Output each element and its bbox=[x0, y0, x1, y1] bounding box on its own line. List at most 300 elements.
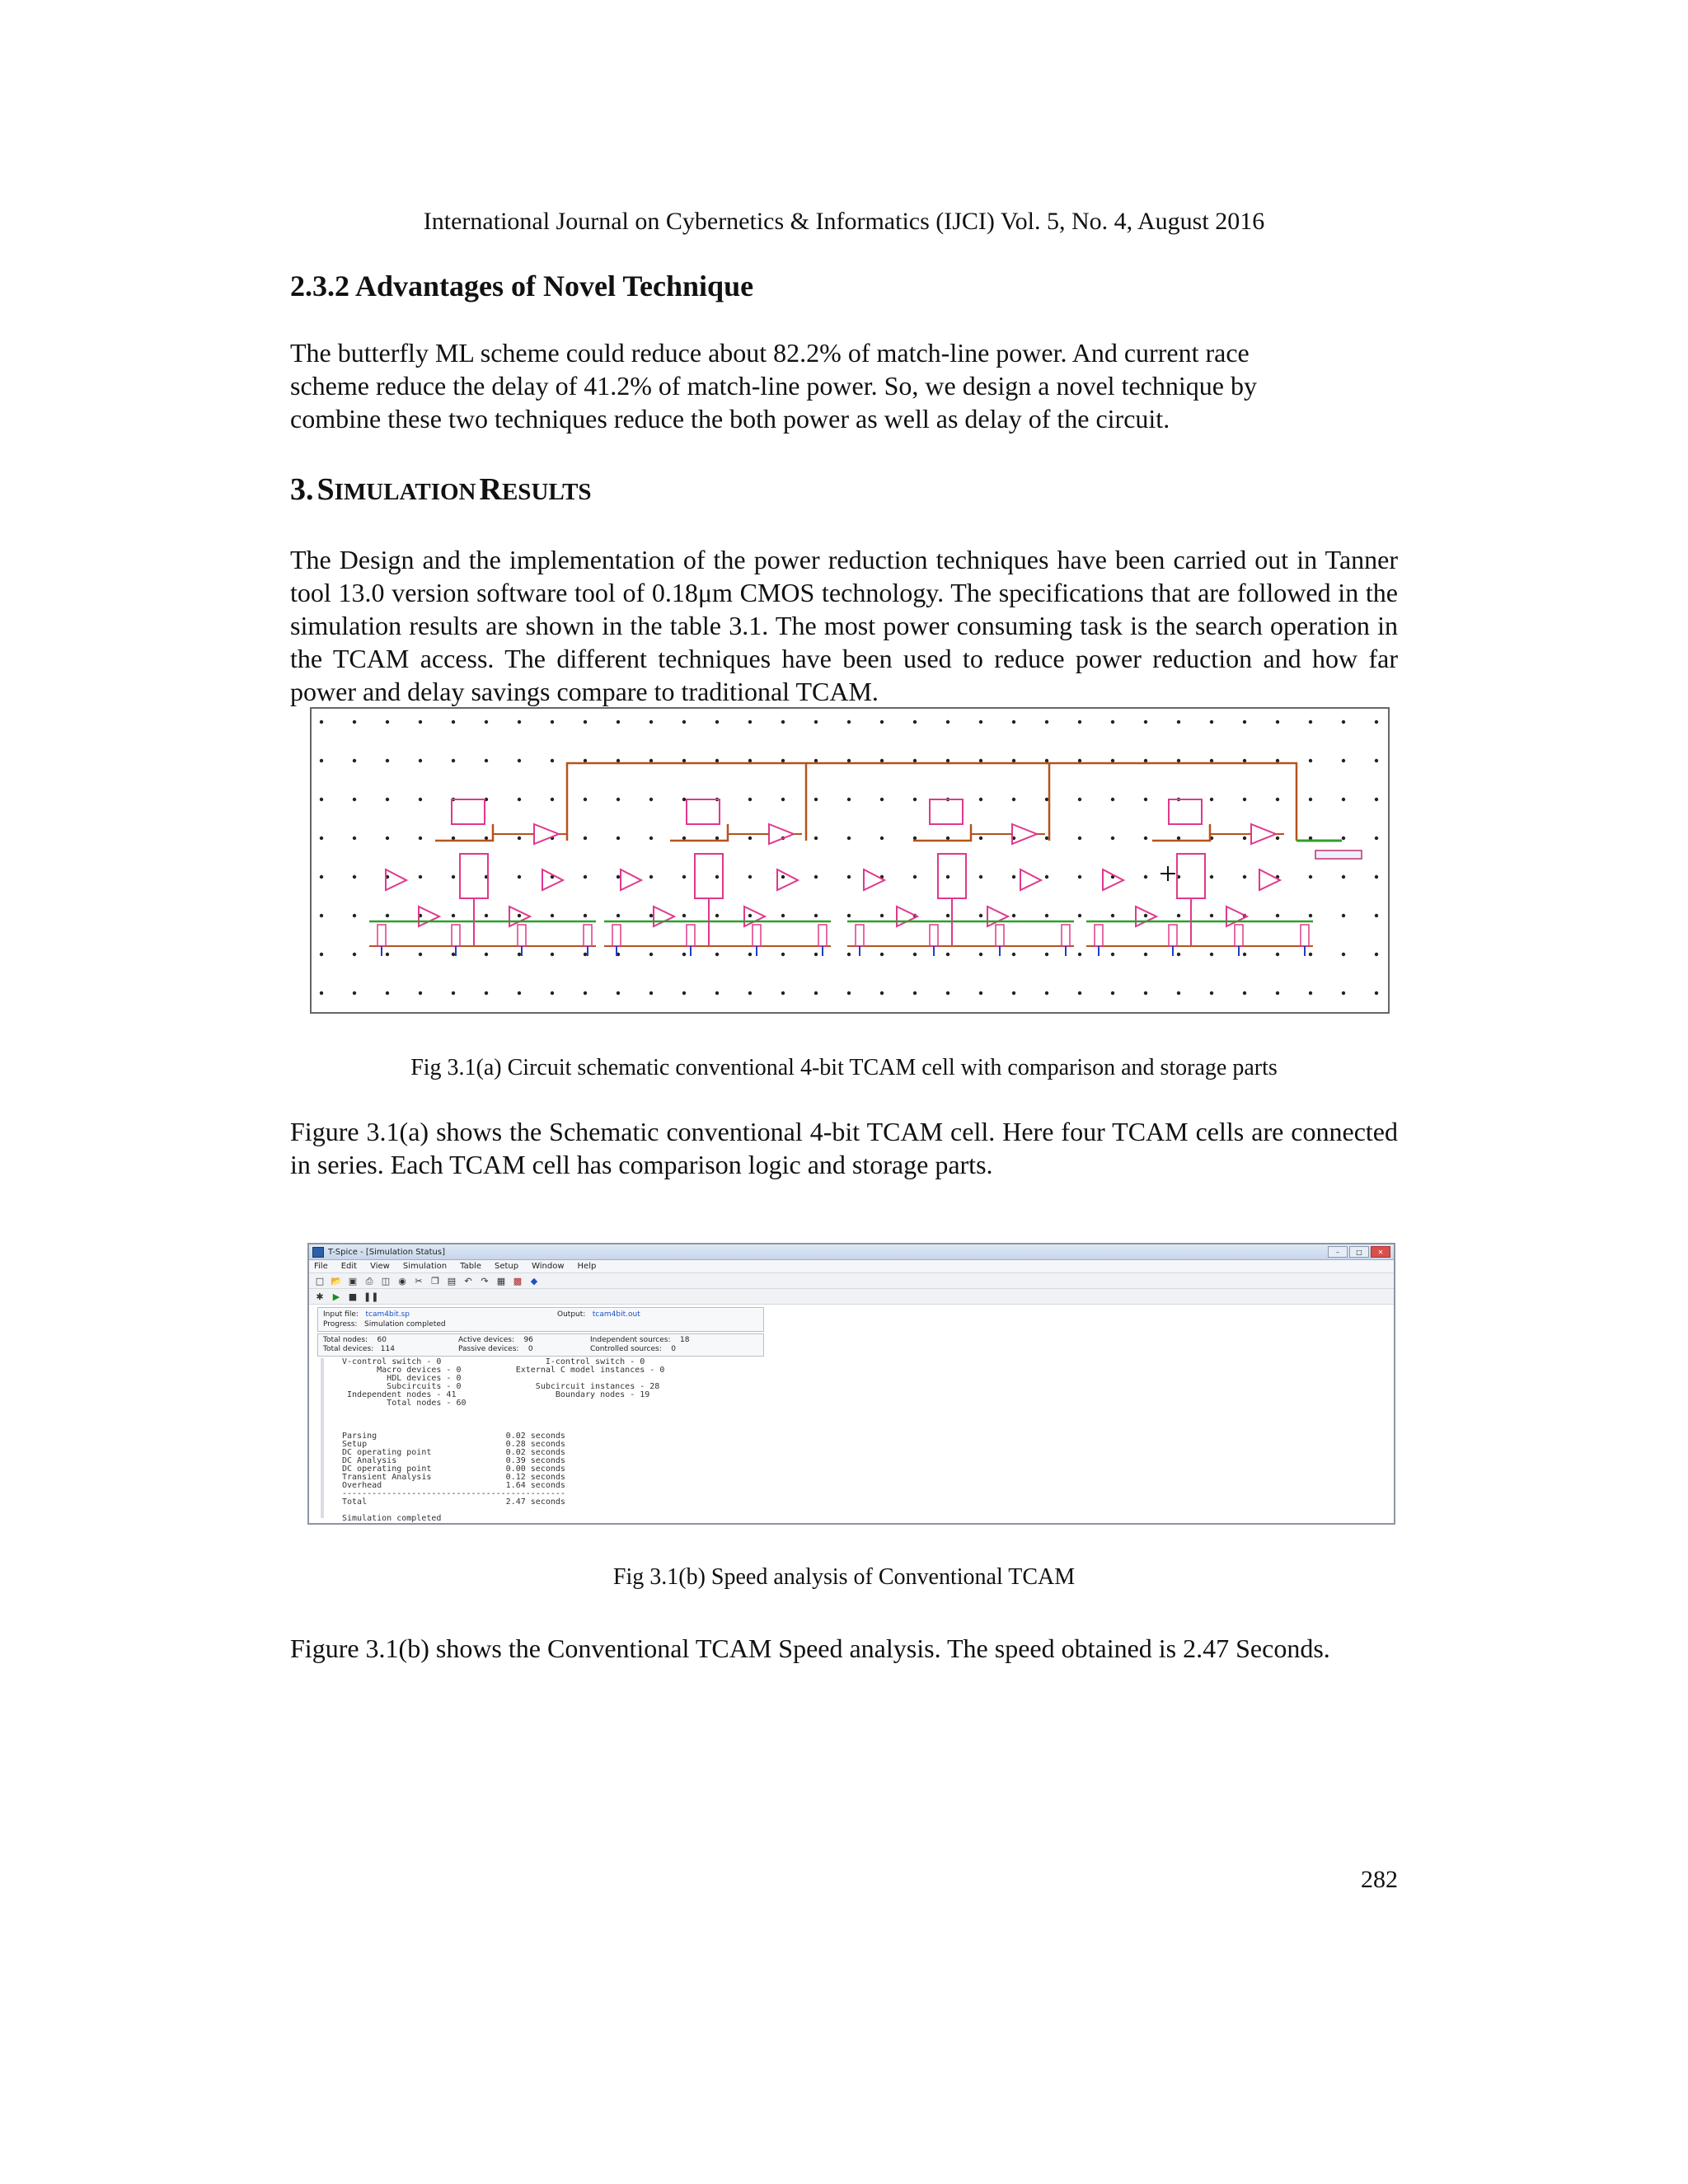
grid-dot bbox=[518, 914, 521, 917]
grid-dot bbox=[1111, 914, 1114, 917]
grid-dot bbox=[452, 720, 455, 724]
stat-label: Active devices: bbox=[458, 1336, 514, 1344]
print-icon[interactable]: ⎙ bbox=[365, 1275, 373, 1286]
grid-dot bbox=[518, 837, 521, 840]
grid-dot bbox=[1111, 798, 1114, 801]
grid-dot bbox=[1243, 798, 1246, 801]
bus-wire bbox=[1049, 763, 1296, 841]
grid-dot bbox=[781, 953, 785, 956]
menu-file[interactable]: File bbox=[314, 1262, 328, 1271]
buffer bbox=[987, 907, 1008, 926]
grid-dot bbox=[353, 837, 356, 840]
grid-dot bbox=[1045, 953, 1048, 956]
grid-dot bbox=[847, 914, 851, 917]
transistor bbox=[518, 925, 526, 946]
grid-dot bbox=[551, 914, 554, 917]
grid-dot bbox=[320, 953, 323, 956]
maximize-button[interactable]: □ bbox=[1349, 1246, 1369, 1258]
grid-dot bbox=[880, 953, 884, 956]
grid-dot bbox=[814, 759, 818, 762]
grid-dot bbox=[1177, 720, 1180, 724]
grid-dot bbox=[682, 759, 686, 762]
grid-dot bbox=[979, 798, 982, 801]
grid-dot bbox=[1045, 991, 1048, 995]
grid-dot bbox=[1342, 759, 1345, 762]
stop-icon[interactable]: ■ bbox=[348, 1291, 358, 1302]
grid-dot bbox=[946, 875, 950, 879]
grid-dot bbox=[1078, 759, 1081, 762]
grid-dot bbox=[617, 720, 620, 724]
comparison-block bbox=[460, 854, 488, 898]
grid-dot bbox=[518, 991, 521, 995]
grid-dot bbox=[979, 991, 982, 995]
grid-dot bbox=[551, 953, 554, 956]
transistor bbox=[1169, 925, 1177, 946]
grid-dot bbox=[584, 837, 587, 840]
active-devices-stat bbox=[458, 1336, 533, 1344]
comparison-block bbox=[938, 854, 966, 898]
table-icon[interactable]: ▩ bbox=[513, 1275, 523, 1286]
controlled-sources-stat bbox=[590, 1345, 676, 1353]
grid-dot bbox=[485, 953, 488, 956]
stat-label: Controlled sources: bbox=[590, 1345, 662, 1353]
grid-dot bbox=[979, 953, 982, 956]
grid-dot bbox=[1210, 914, 1213, 917]
stat-value: 0 bbox=[671, 1345, 676, 1353]
grid-dot bbox=[748, 953, 752, 956]
grid-dot bbox=[320, 759, 323, 762]
grid-dot bbox=[485, 720, 488, 724]
grid-dot bbox=[617, 991, 620, 995]
grid-dot bbox=[518, 953, 521, 956]
grid-dot bbox=[452, 837, 455, 840]
storage-wire bbox=[435, 824, 493, 841]
device-stats-panel bbox=[317, 1333, 764, 1357]
grid-dot bbox=[1210, 991, 1213, 995]
grid-dot bbox=[452, 759, 455, 762]
grid-dot bbox=[1243, 759, 1246, 762]
heading-small-caps-1: IMULATION bbox=[334, 479, 476, 505]
grid-dot bbox=[1375, 953, 1378, 956]
grid-dot bbox=[913, 875, 917, 879]
grid-dot bbox=[452, 991, 455, 995]
grid-dot bbox=[419, 798, 422, 801]
paste-icon[interactable]: ▤ bbox=[447, 1275, 457, 1286]
stat-label: Independent sources: bbox=[590, 1336, 671, 1344]
buffer bbox=[777, 869, 798, 890]
paragraph-line: combine these two techniques reduce the both power as well as delay of the circuit. bbox=[290, 404, 1170, 434]
heading-small-caps-2: ESULTS bbox=[501, 479, 592, 505]
buffer bbox=[864, 869, 884, 890]
menu-window[interactable]: Window bbox=[532, 1262, 565, 1271]
window-controls bbox=[1328, 1246, 1390, 1258]
grid-dot bbox=[682, 875, 686, 879]
storage-block bbox=[452, 799, 485, 824]
running-header: International Journal on Cybernetics & Informatics (IJCI) Vol. 5, No. 4, August 2016 bbox=[423, 208, 1265, 235]
grid-dot bbox=[682, 837, 686, 840]
grid-dot bbox=[1276, 837, 1279, 840]
grid-dot bbox=[1309, 875, 1312, 879]
grid-dot bbox=[320, 875, 323, 879]
grid-dot bbox=[880, 837, 884, 840]
redo-icon[interactable]: ↷ bbox=[481, 1275, 489, 1286]
grid-dot bbox=[386, 914, 389, 917]
grid-dot bbox=[1309, 953, 1312, 956]
circuit-schematic-figure bbox=[310, 707, 1390, 1014]
toolbar-main bbox=[309, 1273, 1394, 1289]
grid-dot bbox=[1078, 991, 1081, 995]
window-title: T-Spice - [Simulation Status] bbox=[328, 1247, 446, 1257]
grid-dot bbox=[814, 798, 818, 801]
grid-dot bbox=[781, 914, 785, 917]
grid-dot bbox=[1045, 720, 1048, 724]
grid-dot bbox=[551, 759, 554, 762]
grid-dot bbox=[1012, 759, 1015, 762]
page-number: 282 bbox=[1361, 1866, 1398, 1893]
transistor bbox=[584, 925, 592, 946]
grid-dot bbox=[485, 914, 488, 917]
grid-dot bbox=[946, 759, 950, 762]
grid-dot bbox=[320, 837, 323, 840]
grid-dot bbox=[353, 798, 356, 801]
grid-dot bbox=[1342, 953, 1345, 956]
progress-label: Progress: bbox=[323, 1320, 358, 1329]
buffer bbox=[621, 869, 641, 890]
grid-dot bbox=[1243, 953, 1246, 956]
grid-dot bbox=[1342, 720, 1345, 724]
grid-dot bbox=[682, 798, 686, 801]
grid-dot bbox=[1144, 798, 1147, 801]
grid-dot bbox=[880, 720, 884, 724]
section-3-paragraph: The Design and the implementation of the power reduction techniques have been carried out in Tanner tool 13.0 version software tool of 0.18μm CMOS technology. The specifications that are followed in the simulation results are shown in the table 3.1. The most power consuming task is the search operation in the TCAM access. The different techniques have been used to reduce power reduction and how far power and delay savings compare to traditional TCAM. bbox=[290, 545, 1398, 706]
grid-dot bbox=[386, 720, 389, 724]
grid-dot bbox=[1144, 991, 1147, 995]
run-setup-icon[interactable]: ✱ bbox=[316, 1291, 324, 1302]
grid-dot bbox=[1342, 798, 1345, 801]
grid-dot bbox=[682, 953, 686, 956]
grid-dot bbox=[1375, 759, 1378, 762]
copy-icon[interactable]: ❐ bbox=[431, 1275, 439, 1286]
grid-dot bbox=[1144, 914, 1147, 917]
grid-dot bbox=[518, 798, 521, 801]
grid-dot bbox=[1243, 837, 1246, 840]
transistor bbox=[856, 925, 864, 946]
print-preview-icon[interactable]: ◫ bbox=[381, 1275, 391, 1286]
grid-dot bbox=[584, 914, 587, 917]
input-file-value[interactable]: tcam4bit.sp bbox=[365, 1310, 410, 1319]
minimize-button[interactable]: – bbox=[1328, 1246, 1348, 1258]
section-heading-3 bbox=[290, 471, 592, 508]
grid-dot bbox=[781, 720, 785, 724]
grid-dot bbox=[1309, 759, 1312, 762]
grid-dot bbox=[1144, 837, 1147, 840]
menu-table[interactable]: Table bbox=[460, 1262, 481, 1271]
grid-dot bbox=[979, 720, 982, 724]
inverter bbox=[1012, 824, 1037, 844]
grid-dot bbox=[814, 991, 818, 995]
transistor bbox=[1095, 925, 1103, 946]
stat-label: Passive devices: bbox=[458, 1345, 519, 1353]
grid-dot bbox=[617, 875, 620, 879]
window-titlebar bbox=[309, 1244, 1394, 1260]
grid-dot bbox=[880, 798, 884, 801]
grid-dot bbox=[913, 720, 917, 724]
grid-dot bbox=[386, 953, 389, 956]
grid-dot bbox=[551, 991, 554, 995]
grid-dot bbox=[682, 720, 686, 724]
grid-dot bbox=[1243, 991, 1246, 995]
grid-dot bbox=[584, 875, 587, 879]
grid-dot bbox=[584, 759, 587, 762]
figure-caption-3-1b: Fig 3.1(b) Speed analysis of Conventional TCAM bbox=[612, 1564, 1076, 1590]
grid-dot bbox=[1078, 798, 1081, 801]
grid-dot bbox=[353, 914, 356, 917]
grid-dot bbox=[353, 875, 356, 879]
buffer bbox=[744, 907, 765, 926]
grid-dot bbox=[814, 914, 818, 917]
grid-dot bbox=[979, 875, 982, 879]
grid-dot bbox=[1210, 798, 1213, 801]
grid-dot bbox=[419, 875, 422, 879]
grid-dot bbox=[649, 953, 653, 956]
input-file-row bbox=[323, 1310, 410, 1319]
grid-dot bbox=[847, 953, 851, 956]
grid-dot bbox=[419, 837, 422, 840]
grid-dot bbox=[452, 875, 455, 879]
grid-dot bbox=[913, 759, 917, 762]
grid-dot bbox=[320, 798, 323, 801]
grid-dot bbox=[1144, 759, 1147, 762]
grid-dot bbox=[485, 991, 488, 995]
grid-dot bbox=[1177, 759, 1180, 762]
grid-dot bbox=[1045, 875, 1048, 879]
grid-dot bbox=[649, 991, 653, 995]
grid-dot bbox=[386, 798, 389, 801]
find-icon[interactable]: ◉ bbox=[398, 1275, 406, 1286]
grid-dot bbox=[1177, 991, 1180, 995]
buffer bbox=[386, 869, 406, 890]
netlist-icon[interactable]: ▦ bbox=[496, 1275, 506, 1286]
stat-label: Total devices: bbox=[323, 1345, 374, 1353]
grid-dot bbox=[1243, 875, 1246, 879]
stat-value: 18 bbox=[679, 1336, 690, 1344]
grid-dot bbox=[1375, 991, 1378, 995]
menu-help[interactable]: Help bbox=[577, 1262, 597, 1271]
grid-dot bbox=[386, 759, 389, 762]
transistor bbox=[1235, 925, 1243, 946]
grid-dot bbox=[649, 759, 653, 762]
grid-dot bbox=[617, 759, 620, 762]
grid-dot bbox=[419, 720, 422, 724]
grid-dot bbox=[1012, 875, 1015, 879]
waveform-icon[interactable]: ◆ bbox=[530, 1275, 538, 1286]
grid-dot bbox=[913, 953, 917, 956]
section-number: 3. bbox=[290, 472, 314, 507]
transistor bbox=[612, 925, 621, 946]
storage-wire bbox=[1152, 824, 1210, 841]
grid-dot bbox=[847, 798, 851, 801]
stat-label: Total nodes: bbox=[323, 1336, 368, 1344]
grid-dot bbox=[617, 914, 620, 917]
grid-dot bbox=[584, 798, 587, 801]
stat-value: 60 bbox=[377, 1336, 387, 1344]
grid-dot bbox=[584, 991, 587, 995]
grid-dot bbox=[847, 991, 851, 995]
pause-icon[interactable]: ❚❚ bbox=[363, 1291, 379, 1302]
grid-dot bbox=[682, 991, 686, 995]
grid-dot bbox=[1078, 720, 1081, 724]
grid-dot bbox=[748, 759, 752, 762]
grid-dot bbox=[320, 914, 323, 917]
output-port bbox=[1315, 851, 1362, 859]
toolbar-simulation bbox=[309, 1289, 1394, 1305]
inverter bbox=[769, 824, 794, 844]
grid-dot bbox=[452, 953, 455, 956]
grid-dot bbox=[979, 914, 982, 917]
buffer bbox=[1020, 869, 1041, 890]
grid-dot bbox=[353, 759, 356, 762]
tspice-app-icon bbox=[312, 1247, 324, 1258]
grid-dot bbox=[1045, 837, 1048, 840]
simulation-log[interactable]: V-control switch - 0 I-control switch - 0 Macro devices - 0 External C model instances - 0 HDL devices - 0 Subcircuits - 0 Subcircuit instances - 28 Independent nodes - 41 Boundary nodes - 19 Total nodes - 60 Parsing 0.02 seconds Setup 0.28 seconds DC operating point 0.02 seconds DC Analysis 0.39 seconds DC operating point 0.00 seconds Transient Analysis 0.12 seconds Overhead 1.64 seconds --------------------------------------------- Total 2.47 seconds Simulation completed bbox=[321, 1358, 1389, 1518]
menu-edit[interactable]: Edit bbox=[340, 1262, 358, 1271]
storage-block bbox=[1169, 799, 1202, 824]
input-file-label: Input file: bbox=[323, 1310, 359, 1319]
grid-dot bbox=[1375, 837, 1378, 840]
grid-dot bbox=[1045, 759, 1048, 762]
stat-value: 0 bbox=[528, 1345, 533, 1353]
grid-dot bbox=[781, 798, 785, 801]
grid-dot bbox=[1111, 720, 1114, 724]
grid-dot bbox=[1309, 720, 1312, 724]
grid-dot bbox=[1111, 991, 1114, 995]
grid-dot bbox=[452, 914, 455, 917]
grid-dot bbox=[1045, 914, 1048, 917]
grid-dot bbox=[1045, 798, 1048, 801]
grid-dot bbox=[847, 837, 851, 840]
paragraph-line: The butterfly ML scheme could reduce about 82.2% of match-line power. And current race bbox=[290, 338, 1250, 368]
grid-dot bbox=[551, 798, 554, 801]
grid-dot bbox=[518, 875, 521, 879]
grid-dot bbox=[880, 914, 884, 917]
output-file-value[interactable]: tcam4bit.out bbox=[592, 1310, 640, 1319]
section-heading-2-3-2: 2.3.2 Advantages of Novel Technique bbox=[290, 269, 754, 302]
grid-dot bbox=[485, 837, 488, 840]
grid-dot bbox=[1243, 720, 1246, 724]
grid-dot bbox=[946, 953, 950, 956]
grid-dot bbox=[979, 759, 982, 762]
grid-dot bbox=[1309, 914, 1312, 917]
grid-dot bbox=[1375, 720, 1378, 724]
grid-dot bbox=[584, 720, 587, 724]
figure-caption-3-1a: Fig 3.1(a) Circuit schematic conventional 4-bit TCAM cell with comparison and storage parts bbox=[410, 1055, 1278, 1080]
grid-dot bbox=[1078, 837, 1081, 840]
grid-dot bbox=[715, 875, 719, 879]
menu-setup[interactable]: Setup bbox=[494, 1262, 519, 1271]
grid-dot bbox=[814, 720, 818, 724]
grid-dot bbox=[320, 720, 323, 724]
grid-dot bbox=[748, 837, 752, 840]
grid-dot bbox=[649, 798, 653, 801]
grid-dot bbox=[946, 991, 950, 995]
open-folder-icon[interactable]: 📂 bbox=[331, 1275, 342, 1286]
grid-dot bbox=[1144, 720, 1147, 724]
run-simulation-icon[interactable]: ▶ bbox=[332, 1291, 340, 1302]
grid-dot bbox=[781, 759, 785, 762]
grid-dot bbox=[946, 914, 950, 917]
grid-dot bbox=[1276, 720, 1279, 724]
grid-dot bbox=[1111, 953, 1114, 956]
buffer bbox=[542, 869, 563, 890]
buffer bbox=[1259, 869, 1280, 890]
grid-dot bbox=[1111, 759, 1114, 762]
cut-icon[interactable]: ✂ bbox=[415, 1275, 423, 1286]
grid-dot bbox=[1144, 875, 1147, 879]
grid-dot bbox=[748, 720, 752, 724]
transistor bbox=[1301, 925, 1309, 946]
progress-row bbox=[323, 1320, 446, 1329]
grid-dot bbox=[1276, 991, 1279, 995]
grid-dot bbox=[320, 991, 323, 995]
grid-dot bbox=[419, 953, 422, 956]
grid-dot bbox=[386, 837, 389, 840]
grid-dot bbox=[1012, 953, 1015, 956]
grid-dot bbox=[1210, 759, 1213, 762]
grid-dot bbox=[913, 991, 917, 995]
grid-dot bbox=[946, 720, 950, 724]
tspice-window bbox=[307, 1243, 1395, 1525]
grid-dot bbox=[649, 837, 653, 840]
new-file-icon[interactable]: □ bbox=[315, 1275, 325, 1286]
storage-block bbox=[687, 799, 720, 824]
grid-dot bbox=[386, 991, 389, 995]
grid-dot bbox=[485, 759, 488, 762]
passive-devices-stat bbox=[458, 1345, 533, 1353]
menu-view[interactable]: View bbox=[370, 1262, 390, 1271]
grid-dot bbox=[946, 837, 950, 840]
grid-dot bbox=[814, 837, 818, 840]
grid-dot bbox=[1177, 914, 1180, 917]
grid-dot bbox=[649, 720, 653, 724]
undo-icon[interactable]: ↶ bbox=[464, 1275, 472, 1286]
progress-value: Simulation completed bbox=[364, 1320, 446, 1329]
schematic-diagram bbox=[312, 709, 1388, 1012]
section-2-3-2-paragraph bbox=[290, 336, 1428, 435]
grid-dot bbox=[1276, 759, 1279, 762]
grid-dot bbox=[1375, 914, 1378, 917]
grid-dot bbox=[715, 720, 719, 724]
file-status-panel bbox=[317, 1307, 764, 1332]
grid-dot bbox=[847, 759, 851, 762]
grid-dot bbox=[1276, 914, 1279, 917]
close-button[interactable]: ✕ bbox=[1371, 1246, 1390, 1258]
storage-wire bbox=[670, 824, 728, 841]
grid-dot bbox=[913, 837, 917, 840]
grid-dot bbox=[913, 798, 917, 801]
save-icon[interactable]: ▣ bbox=[348, 1275, 358, 1286]
grid-dot bbox=[748, 798, 752, 801]
grid-dot bbox=[1309, 798, 1312, 801]
grid-dot bbox=[1177, 953, 1180, 956]
total-nodes-stat bbox=[323, 1336, 387, 1344]
grid-dot bbox=[715, 914, 719, 917]
menu-simulation[interactable]: Simulation bbox=[402, 1262, 448, 1271]
grid-dot bbox=[814, 953, 818, 956]
grid-dot bbox=[518, 720, 521, 724]
transistor bbox=[687, 925, 695, 946]
grid-dot bbox=[1078, 875, 1081, 879]
transistor bbox=[996, 925, 1004, 946]
